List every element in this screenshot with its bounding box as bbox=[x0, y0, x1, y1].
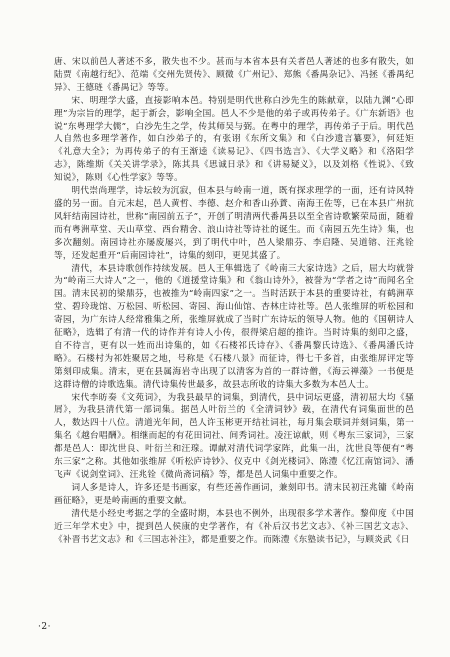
paragraph-6: 词人多是诗人，许多还是书画家，有些还善作画词，兼刻印书。清末民初汪兆镛《岭南画征略》，更是岭南画的重要文献。 bbox=[54, 482, 414, 506]
paragraph-1: 唐、宋以前邑人著述不多，散失也不少。甚而与本省本县有关者邑人著述的也多有散失，如陆贾《南越行纪》、范端《交州先贤传》、顾微《广州记》、郑熊《番禺杂记》、冯拯《番禺纪异》、王德琏《番禺记》等等。 bbox=[54, 57, 414, 93]
body-text bbox=[54, 56, 414, 626]
paragraph-5: 宋代李昉奏《文苑词》，为我县最早的词集，到清代，县中词坛更盛，清初屈大均《骚屑》，为我县清代第一部词集。据邑人叶衍兰的《全清词钞》载，在清代有词集面世的邑人，数达四十八位。清道光年间，邑人许玉彬更开结社词社，每月集会联词并刻词集，第一集名《越台唱酬》。相继而起的有花田词社、间秀词社。凌汪谅献，则《粤东三家词》，三家都是邑人：即沈世良、叶衍兰和汪瑔。谭献对清代词学家阵，此集一出，沈世良等便有“粤东三家”之称。其他如张维屏《听松庐诗钞》、仪克中《剑光楼词》、陈澧《忆江南馆词》、潘飞声《说剑堂词》、汪兆铨《微尚斋词稿》等，都是邑人词集中重要之作。 bbox=[54, 392, 414, 480]
paragraph-2: 宋、明理学大盛，直接影响本邑。特别是明代世称白沙先生的陈献章，以陆九渊“心即理”为宗旨的理学，起于新会，影响全国。邑人不少是他的弟子或再传弟子。《广东新语》也说“东粤理学大儒”，白沙先生之学，传其师吴与弼。在粤中的理学，再传弟子于后。明代邑人自然也多理学著作，如白沙弟子的，有张诩《东所文集》和《白沙遗言纂要》，何廷矩《礼意大全》；为再传弟子的有王渐逵《读易记》、《四书选言》、《大学义略》和《洛阳学志》，陈维斯《关关讲学录》，陈其具《思诚日录》和《讲易疑义》，以及刘格《性说》、《致知说》，陈则《心性学家》等等。 bbox=[54, 95, 414, 184]
page-number: ·2· bbox=[38, 622, 51, 632]
paragraph-3: 明代崇尚理学，诗坛较为沉寂，但本县与岭南一道，既有探求理学的一面，还有诗风特盛的另一面。自元末起，邑人黄哲、李德、赵介和香山孙蕡、南海王佐等，已在本县广州抗风轩结南园诗社，世称“南园前五子”，开创了明清两代番禺县以至全省诗歌繁荣局面，随着而有粤洲草堂、天山草堂、西台精舍、浪山诗社等诗社的诞生。而《南园五先生诗》集，也多次翻刻。南园诗社亦屡废屡兴，到了明代中叶，邑人梁鼎芬、李启隆、吴道镕、汪兆铨等，还发起重开“后南园诗社”，诗集的刻印，更见其盛了。 bbox=[54, 186, 414, 261]
paragraph-7: 清代是小经史考据之学的全盛时期，本县也不例外，出现很多学术著作。黎仰度《中国近三年学术史》中，提到邑人侯康的史学著作，有《补后汉书艺文志》、《补三国艺文志》、《补晋书艺文志》和《三国志补注》，都是重要之作。而陈澧《东塾读书记》，与顾炎武《日 bbox=[54, 508, 414, 545]
paragraph-4: 清代，本县诗歌创作持续发展。邑人王隼辑选了《岭南三大家诗选》之后，屈大均就誉为“岭南三大诗人”之一，他的《道援堂诗集》和《翁山诗外》，被誉为“学者之诗”而闻名全国。清末民初的梁鼎芬，也被推为“岭南四家”之一。当时活跃于本县的重要诗社，有鹤洲草堂、碧玲珑馆、万松园、听松园、寄园、海山仙馆、杏林庄诗社等。邑人张维屏的听松园和寄园，为广东诗人经常雅集之所，张维屏就成了当时广东诗坛的领导人物。他的《国朝诗人征略》，选辑了有清一代的诗作并有诗人小传，很得梁启超的推许。当时诗集的刻印之盛，自不待言，更有以一姓而出诗集的，如《石楼祁氏诗存》、《番禺黎氏诗选》、《番禺潘氏诗略》。石楼村为祁姓聚居之地，号称是《石楼八景》而征诗，得七千多首，由张维屏评定等第刻印成集。清末，更在县属海岩寺出现了以清客为首的一群诗僧，《海云禅藻》一书便是这群诗僧的诗歌选集。清代诗集传世最多，故县志所收的诗集大多数为本邑人士。 bbox=[54, 263, 414, 390]
